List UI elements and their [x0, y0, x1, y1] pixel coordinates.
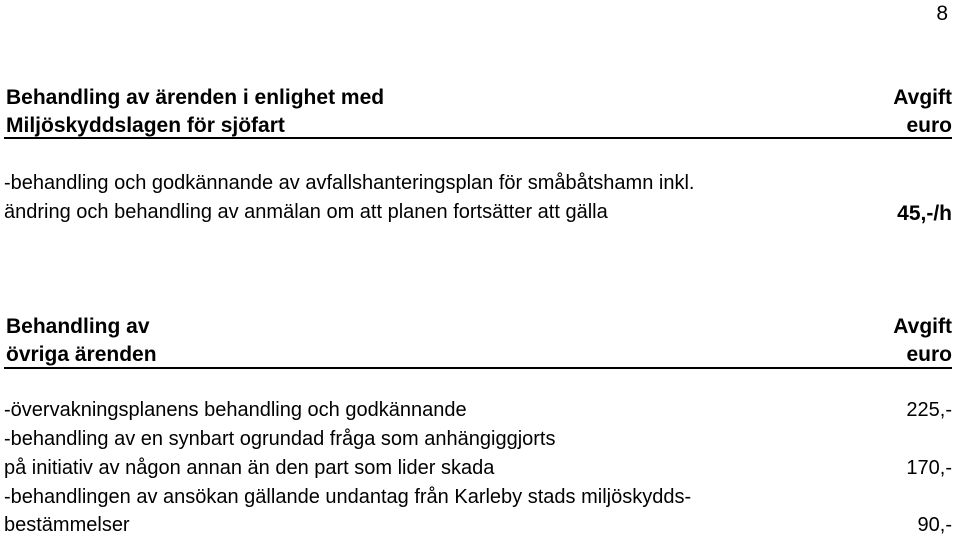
- section2-item1-fee: 225,-: [906, 399, 952, 421]
- section2-item1-line1: -övervakningsplanens behandling och godkännande: [4, 399, 467, 421]
- section1-item-line1: -behandling och godkännande av avfallshanteringsplan för småbåtshamn inkl.: [4, 172, 695, 194]
- section1-header-rule: [4, 137, 952, 139]
- section1-item-fee: 45,-/h: [897, 202, 952, 225]
- section2-header-rule: [4, 367, 952, 369]
- section2-title-line2: övriga ärenden: [6, 343, 157, 366]
- section2-item3-line1: -behandlingen av ansökan gällande undantag från Karleby stads miljöskydds-: [4, 486, 692, 508]
- section2-item2-line1: -behandling av en synbart ogrundad fråga som anhängiggjorts: [4, 428, 556, 450]
- section2-item2-fee: 170,-: [906, 457, 952, 479]
- section1-fee-unit: euro: [906, 114, 952, 137]
- page-number: 8: [936, 2, 948, 25]
- section2-fee-unit: euro: [906, 343, 952, 366]
- section1-title-line2: Miljöskyddslagen för sjöfart: [6, 114, 285, 137]
- section2-item3-fee: 90,-: [917, 514, 952, 536]
- section2-title-line1: Behandling av: [6, 315, 150, 338]
- section1-item-line2: ändring och behandling av anmälan om att planen fortsätter att gälla: [4, 201, 608, 223]
- section1-title-line1: Behandling av ärenden i enlighet med: [6, 86, 385, 109]
- section2-fee-header: Avgift: [893, 315, 952, 338]
- section1-fee-header: Avgift: [893, 86, 952, 109]
- section2-item3-line2: bestämmelser: [4, 514, 130, 536]
- section2-item2-line2: på initiativ av någon annan än den part som lider skada: [4, 457, 495, 479]
